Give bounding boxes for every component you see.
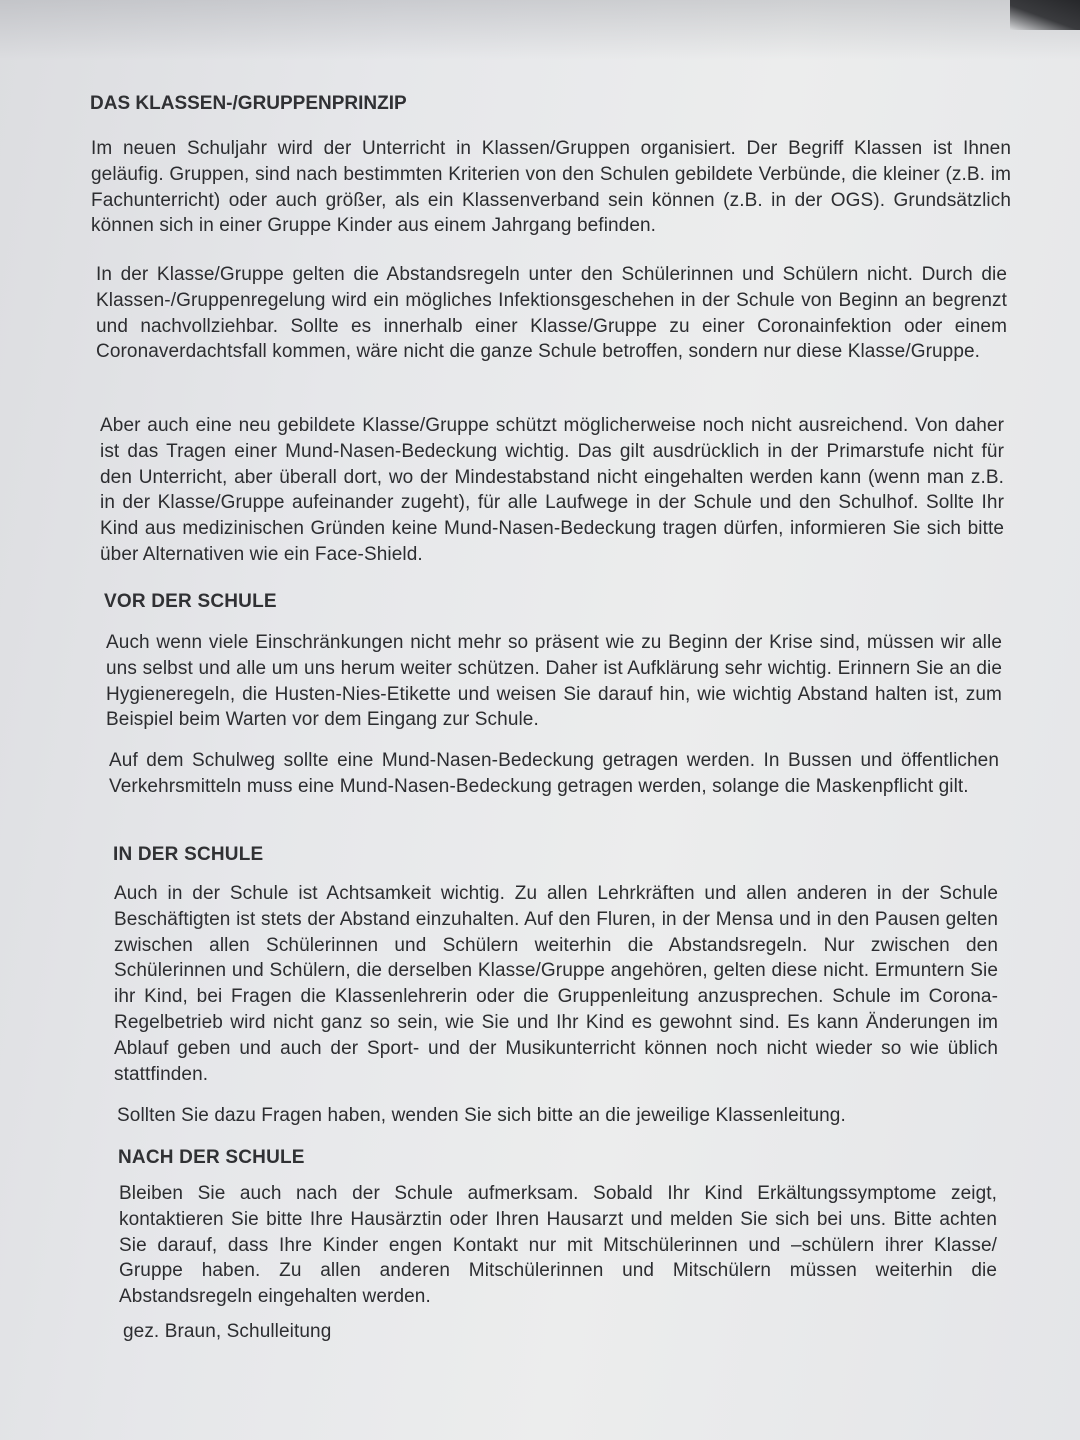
heading-in-der-schule: IN DER SCHULE	[113, 844, 264, 865]
paragraph-schulweg: Auf dem Schulweg sollte eine Mund-Nasen-Bedeckung getragen werden. In Bussen und öffentlichen Verkehrsmitteln muss eine Mund-Nasen-Bedeckung getragen werden, solange die Maskenpflicht gilt.	[109, 750, 999, 797]
paragraph-fragen: Sollten Sie dazu Fragen haben, wenden Sie sich bitte an die jeweilige Klassenleitung.	[117, 1105, 846, 1126]
paragraph-abstandsregeln: In der Klasse/Gruppe gelten die Abstandsregeln unter den Schülerinnen und Schülern nicht. Durch die Klassen-/Gruppenregelung wird ein mögliches Infektionsgeschehen in der Schule von Beginn an begrenzt und nachvollziehbar. Sollte es innerhalb einer Klasse/Gruppe zu einer Coronainfektion oder einem Coronaverdachtsfall kommen, wäre nicht die ganze Schule betroffen, sondern nur diese Klasse/Gruppe.	[96, 264, 1007, 363]
paragraph-aufmerksam: Bleiben Sie auch nach der Schule aufmerksam. Sobald Ihr Kind Erkältungssymptome zeigt, kontaktieren Sie bitte Ihre Hausärztin oder Ihren Hausarzt und melden Sie sich bei uns. Bitte achten Sie darauf, dass Ihre Kinder engen Kontakt nur mit Mitschülerinnen und –schülern ihrer Klasse/ Gruppe haben. Zu allen anderen Mitschülerinnen und Mitschülern müssen weiterhin die Abstandsregeln eingehalten werden.	[119, 1183, 997, 1308]
paragraph-schuljahr: Im neuen Schuljahr wird der Unterricht in Klassen/Gruppen organisiert. Der Begriff Klassen ist Ihnen geläufig. Gruppen, sind nach bestimmten Kriterien von den Schulen gebildete Verbünde, die kleiner (z.B. im Fachunterricht) oder auch größer, als ein Klassenverband sein können (z.B. in der OGS). Grundsätzlich können sich in einer Gruppe Kinder aus einem Jahrgang befinden.	[91, 138, 1011, 237]
signature: gez. Braun, Schulleitung	[123, 1321, 332, 1342]
paragraph-achtsamkeit: Auch in der Schule ist Achtsamkeit wichtig. Zu allen Lehrkräften und allen anderen in der Schule Beschäftigten ist stets der Abstand einzuhalten. Auf den Fluren, in der Mensa und in den Pausen gelten zwischen allen Schülerinnen und Schülern weiterhin die Abstandsregeln. Nur zwischen den Schülerinnen und Schülern, die derselben Klasse/Gruppe angehören, gelten diese nicht. Ermuntern Sie ihr Kind, bei Fragen die Klassenlehrerin oder die Gruppenleitung anzusprechen. Schule im Corona-Regelbetrieb wird nicht ganz so sein, wie Sie und Ihr Kind es gewohnt sind. Es kann Änderungen im Ablauf geben und auch der Sport- und der Musikunterricht können noch nicht wieder so wie üblich stattfinden.	[114, 883, 998, 1085]
paragraph-mund-nasen-bedeckung: Aber auch eine neu gebildete Klasse/Gruppe schützt möglicherweise noch nicht ausreichend. Von daher ist das Tragen einer Mund-Nasen-Bedeckung wichtig. Das gilt ausdrücklich in der Primarstufe nicht für den Unterricht, aber überall dort, wo der Mindestabstand nicht eingehalten werden kann (wenn man z.B. in der Klasse/Gruppe aufeinander zugeht), für alle Laufwege in der Schule und den Schulhof. Sollte Ihr Kind aus medizinischen Gründen keine Mund-Nasen-Bedeckung tragen dürfen, informieren Sie sich bitte über Alternativen wie ein Face-Shield.	[100, 415, 1004, 565]
heading-vor-der-schule: VOR DER SCHULE	[104, 591, 277, 612]
heading-nach-der-schule: NACH DER SCHULE	[118, 1147, 305, 1168]
paragraph-aufklaerung: Auch wenn viele Einschränkungen nicht mehr so präsent wie zu Beginn der Krise sind, müssen wir alle uns selbst und alle um uns herum weiter schützen. Daher ist Aufklärung sehr wichtig. Erinnern Sie an die Hygieneregeln, die Husten-Nies-Etikette und weisen Sie darauf hin, wie wichtig Abstand halten ist, zum Beispiel beim Warten vor dem Eingang zur Schule.	[106, 632, 1002, 731]
heading-klassen-gruppenprinzip: DAS KLASSEN-/GRUPPENPRINZIP	[90, 93, 407, 114]
